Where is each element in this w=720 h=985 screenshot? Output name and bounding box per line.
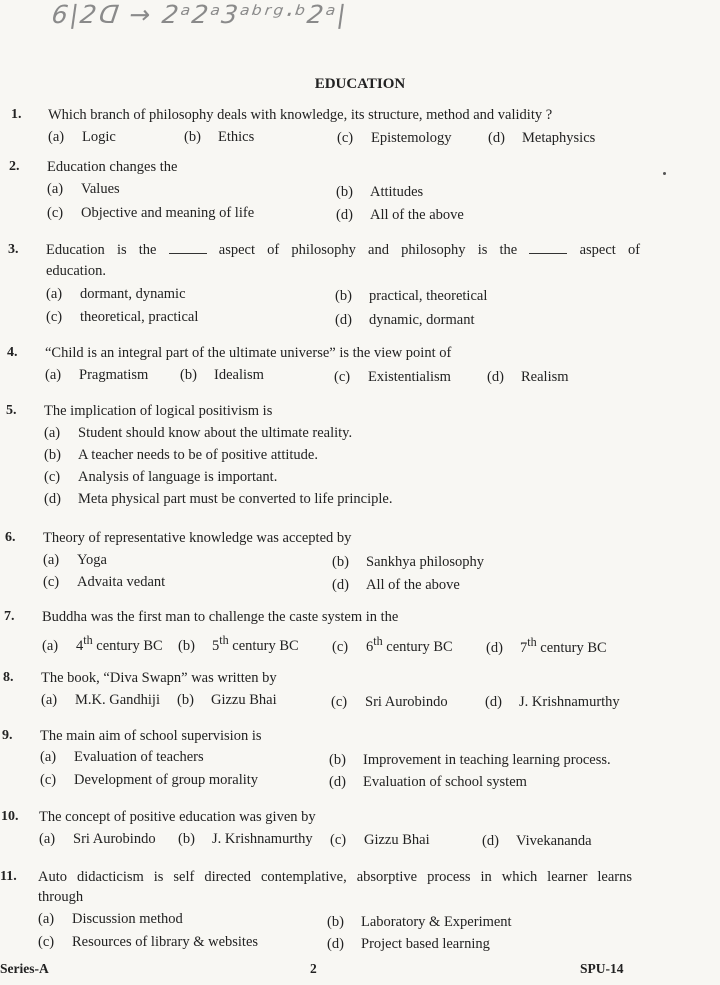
section-title: EDUCATION xyxy=(314,76,406,92)
option: (c) Development of group morality xyxy=(40,772,259,788)
question-number: 11. xyxy=(0,869,17,884)
question-number: 9. xyxy=(2,728,13,743)
option: (c) Gizzu Bhai xyxy=(330,832,430,848)
option: (d) J. Krishnamurthy xyxy=(485,694,620,710)
option: (a) dormant, dynamic xyxy=(46,286,186,302)
option: (c) Advaita vedant xyxy=(43,574,166,590)
option: (b) Idealism xyxy=(180,367,264,383)
option: (a) 4th century BC xyxy=(42,633,163,654)
question-text: through xyxy=(38,889,84,905)
stray-mark xyxy=(663,172,666,175)
question-text: The book, “Diva Swapn” was written by xyxy=(41,670,277,686)
option: (b) J. Krishnamurthy xyxy=(178,831,313,847)
question-text: Theory of representative knowledge was accepted by xyxy=(43,530,352,546)
answer-blank xyxy=(169,241,207,254)
option: (d) All of the above xyxy=(336,207,464,223)
option: (c) Objective and meaning of life xyxy=(47,205,255,221)
option: (c) Epistemology xyxy=(337,130,452,146)
option: (a) M.K. Gandhiji xyxy=(41,692,160,708)
question-text: Buddha was the first man to challenge the caste system in the xyxy=(42,609,399,625)
question-text: The main aim of school supervision is xyxy=(40,728,262,744)
question-text: Education changes the xyxy=(47,159,178,175)
option: (d) Project based learning xyxy=(327,936,490,952)
question-text: The implication of logical positivism is xyxy=(44,403,273,419)
paper-code: SPU-14 xyxy=(580,961,624,976)
option: (d) Meta physical part must be converted to life principle. xyxy=(44,491,393,507)
question-text: Education is the aspect of philosophy and philosophy is the aspect of xyxy=(46,242,641,258)
question-number: 1. xyxy=(11,107,22,122)
option: (b) Ethics xyxy=(184,129,255,145)
option: (a) Pragmatism xyxy=(45,367,149,383)
option: (b) Laboratory & Experiment xyxy=(327,914,512,930)
option: (d) Metaphysics xyxy=(488,130,596,146)
option: (a) Sri Aurobindo xyxy=(39,831,156,847)
option: (d) dynamic, dormant xyxy=(335,312,475,328)
answer-blank xyxy=(529,241,567,254)
option: (d) All of the above xyxy=(332,577,460,593)
option: (b) practical, theoretical xyxy=(335,288,488,304)
option: (d) 7th century BC xyxy=(486,635,607,656)
option: (d) Realism xyxy=(487,369,569,385)
option: (d) Vivekananda xyxy=(482,833,592,849)
question-number: 2. xyxy=(9,159,20,174)
question-number: 4. xyxy=(7,345,18,360)
option: (b) Improvement in teaching learning process. xyxy=(329,752,611,768)
option: (b) Attitudes xyxy=(336,184,424,200)
handwritten-note: 6|2ᗡ → 2ᵃ2ᵃ3ᵃᵇʳᵍ·ᵇ2ᵃ| xyxy=(49,0,350,29)
series-label: Series-A xyxy=(0,961,49,976)
option: (c) Resources of library & websites xyxy=(38,934,259,950)
question-number: 10. xyxy=(1,809,19,824)
question-number: 5. xyxy=(6,403,17,418)
option: (a) Discussion method xyxy=(38,911,183,927)
option: (a) Yoga xyxy=(43,552,107,568)
option: (c) 6th century BC xyxy=(332,634,453,655)
option: (c) Analysis of language is important. xyxy=(44,469,278,485)
option: (b) 5th century BC xyxy=(178,633,299,654)
option: (d) Evaluation of school system xyxy=(329,774,527,790)
option: (b) A teacher needs to be of positive attitude. xyxy=(44,447,318,463)
option: (b) Gizzu Bhai xyxy=(177,692,277,708)
question-text: The concept of positive education was given by xyxy=(39,809,316,825)
page-number: 2 xyxy=(310,961,317,976)
question-number: 6. xyxy=(5,530,16,545)
option: (c) Existentialism xyxy=(334,369,451,385)
option: (a) Values xyxy=(47,181,120,197)
option: (a) Student should know about the ultimate reality. xyxy=(44,425,353,441)
question-number: 8. xyxy=(3,670,14,685)
option: (c) Sri Aurobindo xyxy=(331,694,448,710)
question-text: “Child is an integral part of the ultimate universe” is the view point of xyxy=(45,345,452,361)
question-number: 7. xyxy=(4,609,15,624)
option: (a) Logic xyxy=(48,129,116,145)
option: (b) Sankhya philosophy xyxy=(332,554,485,570)
question-text: Auto didacticism is self directed contemplative, absorptive process in which learner learns xyxy=(38,869,632,885)
option: (a) Evaluation of teachers xyxy=(40,749,204,765)
question-text: Which branch of philosophy deals with knowledge, its structure, method and validity ? xyxy=(48,107,553,123)
question-text: education. xyxy=(46,263,106,279)
question-number: 3. xyxy=(8,242,19,257)
option: (c) theoretical, practical xyxy=(46,309,199,325)
